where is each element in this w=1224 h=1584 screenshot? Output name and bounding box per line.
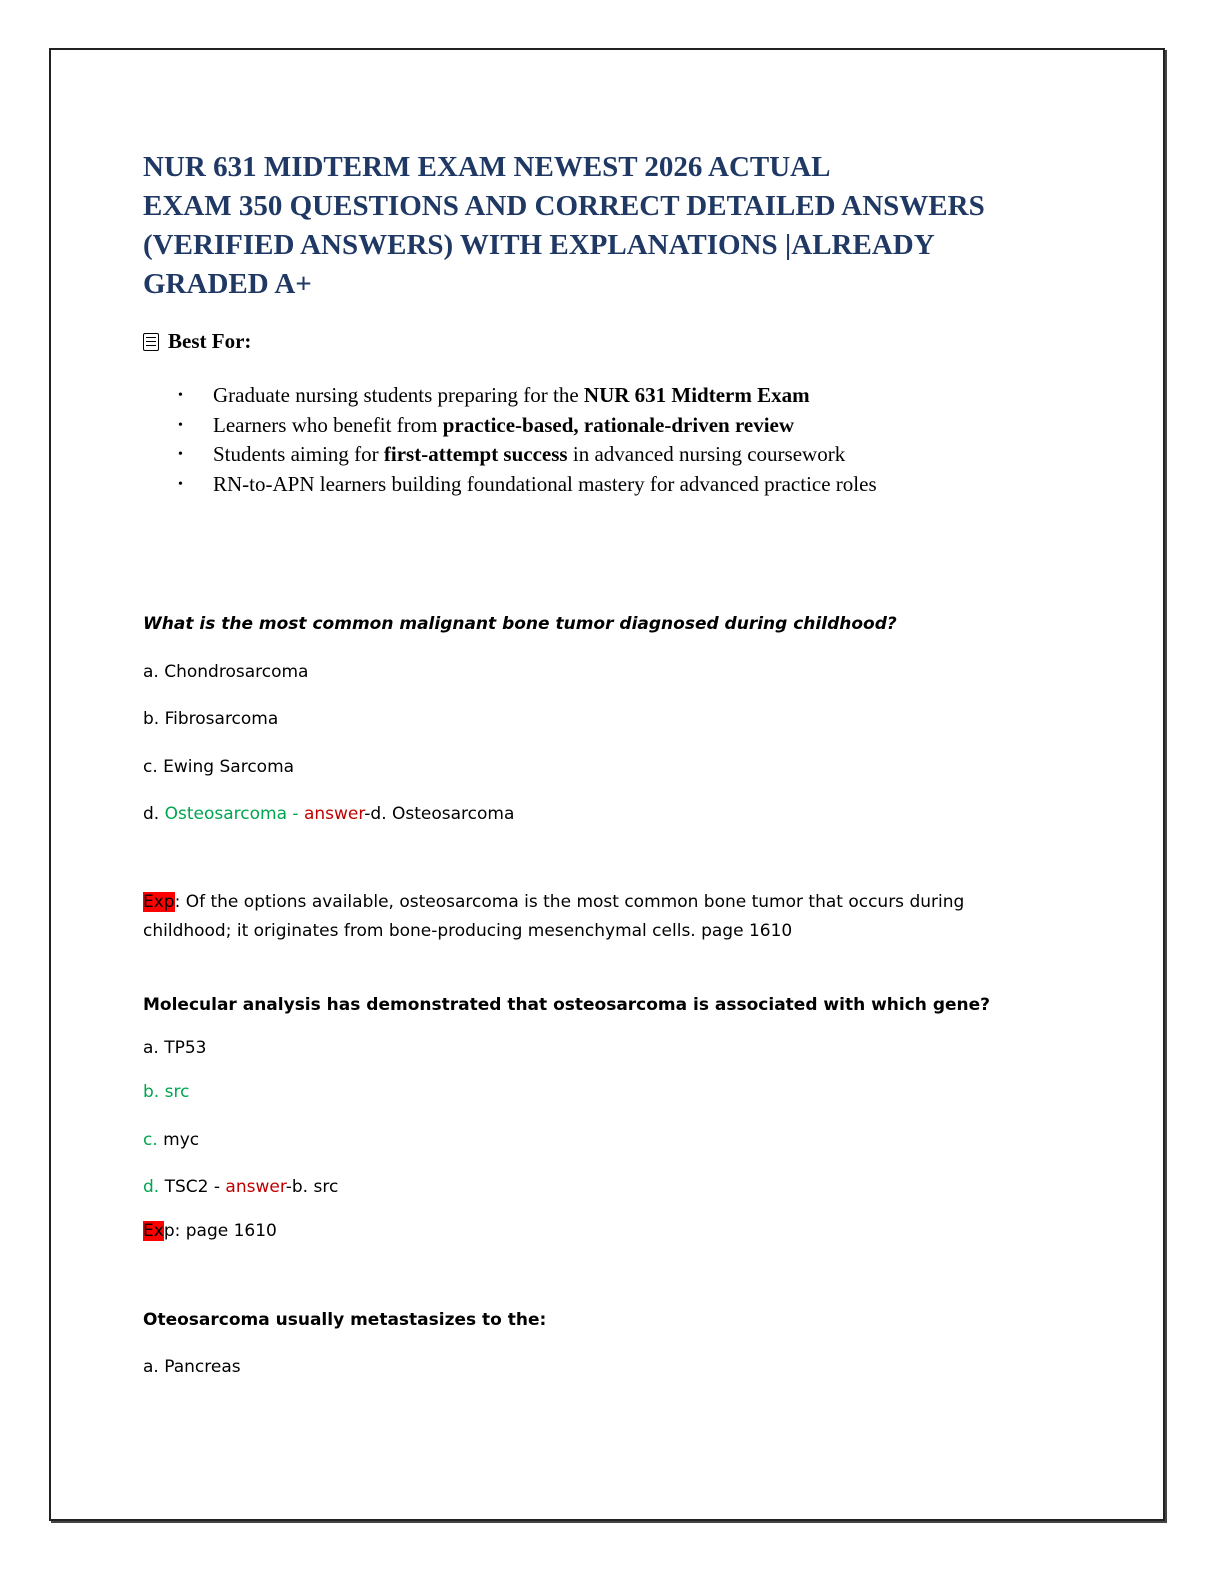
q2-option-c: c. myc [143,1130,200,1150]
q2-explanation: Exp: page 1610 [143,1221,277,1241]
q2-option-d: d. TSC2 - answer-b. src [143,1177,339,1197]
answer-label: answer [225,1177,286,1197]
best-for-label: Best For: [168,329,252,353]
question-2: Molecular analysis has demonstrated that osteosarcoma is associated with which gene? [143,995,991,1015]
exp-highlight: Ex [143,1221,164,1241]
q2-option-a: a. TP53 [143,1038,207,1058]
best-for-list [178,381,877,499]
list-item: • RN-to-APN learners building foundational mastery for advanced practice roles [178,471,877,496]
title-line: EXAM 350 QUESTIONS AND CORRECT DETAILED ANSWERS [143,190,985,222]
q1-option-c: c. Ewing Sarcoma [143,757,295,777]
list-item: • Students aiming for first-attempt success in advanced nursing coursework [178,442,846,466]
question-1: What is the most common malignant bone tumor diagnosed during childhood? [143,614,897,634]
book-icon [143,333,159,351]
title-line: NUR 631 MIDTERM EXAM NEWEST 2026 ACTUAL [143,151,831,183]
document-title [143,148,1103,304]
exp-highlight: Exp [143,892,175,912]
q1-option-d: d. Osteosarcoma - answer-d. Osteosarcoma [143,804,515,824]
q1-option-a: a. Chondrosarcoma [143,662,309,682]
q1-option-b: b. Fibrosarcoma [143,709,279,729]
title-line: GRADED A+ [143,268,312,300]
correct-option: Osteosarcoma - [164,804,304,824]
q2-option-b: b. src [143,1082,190,1102]
list-item: • Learners who benefit from practice-based, rationale-driven review [178,412,795,437]
answer-label: answer [303,804,365,824]
q3-option-a: a. Pancreas [143,1357,241,1377]
title-line: (VERIFIED ANSWERS) WITH EXPLANATIONS |ALREADY [143,229,935,261]
question-3: Oteosarcoma usually metastasizes to the: [143,1310,547,1330]
best-for-heading [143,329,251,354]
list-item: • Graduate nursing students preparing for the NUR 631 Midterm Exam [178,383,810,407]
q1-explanation: Exp: Of the options available, osteosarcoma is the most common bone tumor that occurs during childhood; it originates from bone-producing mesenchymal cells. page 1610 [143,892,965,941]
